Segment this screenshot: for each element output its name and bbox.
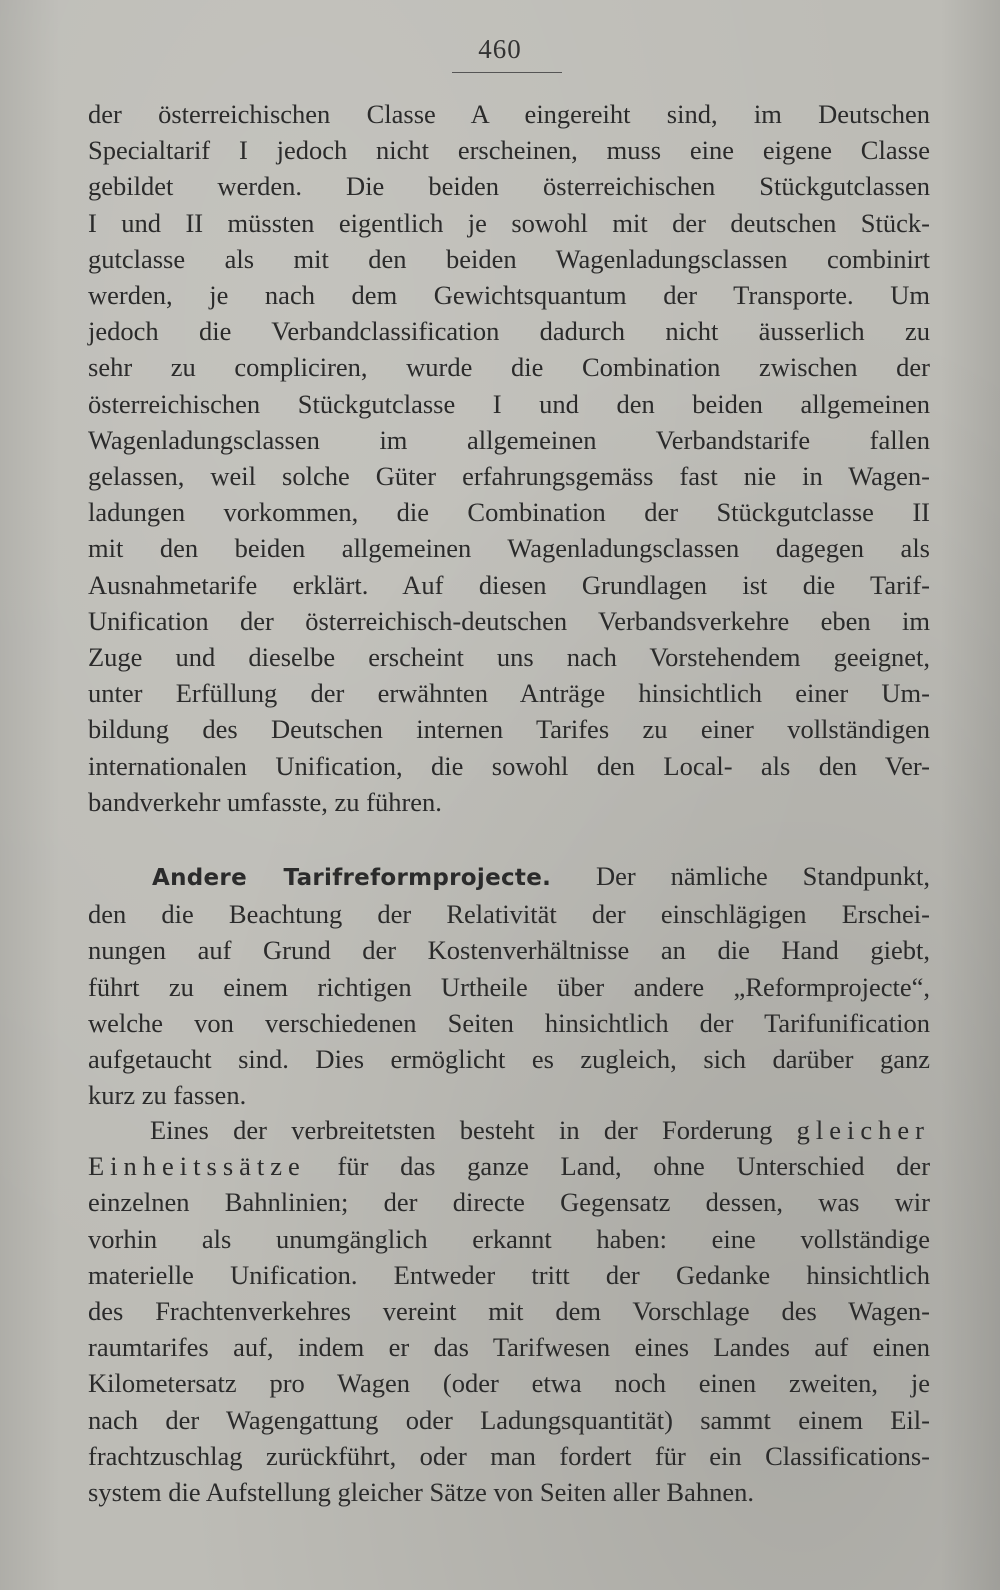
- emphasized-text: Einheitssätze: [88, 1151, 306, 1182]
- paragraph-1: [88, 96, 930, 820]
- text-line: Ausnahmetarife erklärt. Auf diesen Grundlagen ist die Tarif-: [88, 569, 930, 600]
- text-line: des Frachtenverkehres vereint mit dem Vorschlage des Wagen-: [88, 1296, 930, 1327]
- text-line: jedoch die Verbandclassification dadurch nicht äusserlich zu: [88, 316, 930, 347]
- text-line: einzelnen Bahnlinien; der directe Gegensatz dessen, was wir: [88, 1187, 930, 1218]
- text-line: welche von verschiedenen Seiten hinsichtlich der Tarifunification: [88, 1007, 930, 1038]
- text-line: sehr zu compliciren, wurde die Combination zwischen der: [88, 352, 930, 383]
- paragraph-lead-text: Eines der verbreitetsten besteht in der Forderung: [150, 1115, 773, 1145]
- header-rule: [452, 72, 562, 73]
- text-line: materielle Unification. Entweder tritt der Gedanke hinsichtlich: [88, 1259, 930, 1290]
- text-line: bildung des Deutschen internen Tarifes zu einer vollständigen: [88, 714, 930, 745]
- text-line: unter Erfüllung der erwähnten Anträge hinsichtlich einer Um-: [88, 678, 930, 709]
- text-line: vorhin als unumgänglich erkannt haben: eine vollständige: [88, 1223, 930, 1254]
- text-line: Wagenladungsclassen im allgemeinen Verbandstarife fallen: [88, 424, 930, 455]
- text-line: bandverkehr umfasste, zu führen.: [88, 786, 442, 817]
- text-line: gelassen, weil solche Güter erfahrungsgemäss fast nie in Wagen-: [88, 461, 930, 492]
- text-line: Unification der österreichisch-deutschen Verbandsverkehre eben im: [88, 605, 930, 636]
- text-line: system die Aufstellung gleicher Sätze von Seiten aller Bahnen.: [88, 1477, 755, 1508]
- text-line: österreichischen Stückgutclasse I und den beiden allgemeinen: [88, 388, 930, 419]
- text-line: nungen auf Grund der Kostenverhältnisse an die Hand giebt,: [88, 935, 930, 966]
- text-line: frachtzuschlag zurückführt, oder man fordert für ein Classifications-: [88, 1440, 930, 1471]
- text-line: ladungen vorkommen, die Combination der Stückgutclasse II: [88, 497, 930, 528]
- text-line: werden, je nach dem Gewichtsquantum der Transporte. Um: [88, 280, 930, 311]
- text-line: [88, 858, 930, 896]
- text-line: Specialtarif I jedoch nicht erscheinen, muss eine eigene Classe: [88, 135, 930, 166]
- page-number: 460: [478, 34, 522, 64]
- text-line: kurz zu fassen.: [88, 1080, 247, 1111]
- text-line: den die Beachtung der Relativität der einschlägigen Erschei-: [88, 899, 930, 930]
- section-heading: Andere Tarifreformprojecte.: [152, 865, 552, 891]
- text-line: [88, 1112, 930, 1148]
- text-line: nach der Wagengattung oder Ladungsquantität) sammt einem Eil-: [88, 1404, 930, 1435]
- text-line: führt zu einem richtigen Urtheile über andere „Reformprojecte“,: [88, 971, 930, 1002]
- text-line: Zuge und dieselbe erscheint uns nach Vorstehendem geeignet,: [88, 642, 930, 673]
- text-line: mit den beiden allgemeinen Wagenladungsclassen dagegen als: [88, 533, 930, 564]
- heading-line-text: Der nämliche Standpunkt,: [596, 861, 930, 891]
- text-line: raumtarifes auf, indem er das Tarifwesen eines Landes auf einen: [88, 1332, 930, 1363]
- text-line: aufgetaucht sind. Dies ermöglicht es zugleich, sich darüber ganz: [88, 1044, 930, 1075]
- text-line: Kilometersatz pro Wagen (oder etwa noch einen zweiten, je: [88, 1368, 930, 1399]
- text-line: gutclasse als mit den beiden Wagenladungsclassen combinirt: [88, 243, 930, 274]
- text-line: gebildet werden. Die beiden österreichischen Stückgutclassen: [88, 171, 930, 202]
- text-line: internationalen Unification, die sowohl den Local- als den Ver-: [88, 750, 930, 781]
- paragraph-3: [88, 1112, 930, 1510]
- line-rest-text: für das ganze Land, ohne Unterschied der: [337, 1151, 931, 1182]
- text-line: der österreichischen Classe A eingereiht sind, im Deutschen: [88, 99, 930, 129]
- emphasized-text: gleicher: [796, 1115, 930, 1145]
- text-line: [88, 1148, 930, 1184]
- text-line: I und II müssten eigentlich je sowohl mit der deutschen Stück-: [88, 207, 930, 238]
- paragraph-2: [88, 858, 930, 1113]
